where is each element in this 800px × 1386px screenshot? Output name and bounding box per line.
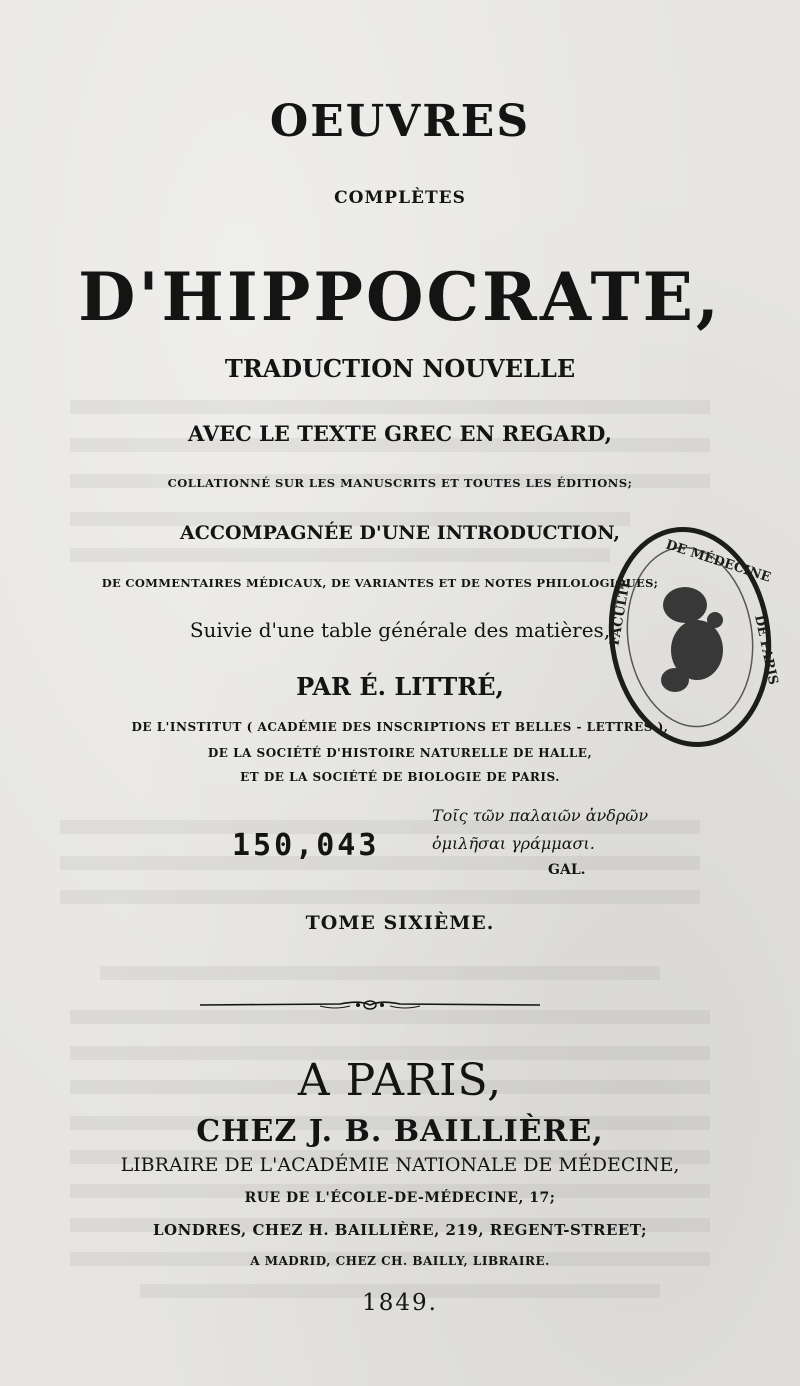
subtitle-texte-grec: AVEC LE TEXTE GREC EN REGARD, xyxy=(188,421,612,446)
subtitle-introduction: ACCOMPAGNÉE D'UNE INTRODUCTION, xyxy=(180,522,620,544)
imprint-address: RUE DE L'ÉCOLE-DE-MÉDECINE, 17; xyxy=(244,1190,556,1206)
epigraph-line-2: ὁμιλῆσαι γράμμασι. xyxy=(432,834,595,853)
subtitle-collationne: COLLATIONNÉ SUR LES MANUSCRITS ET TOUTES LES ÉDITIONS; xyxy=(167,476,633,490)
library-stamp xyxy=(605,520,781,755)
author-affiliation-1: DE L'INSTITUT ( ACADÉMIE DES INSCRIPTIONS ET BELLES - LETTRES ), xyxy=(131,720,669,734)
title-oeuvres: OEUVRES xyxy=(269,96,531,147)
author-affiliation-2: DE LA SOCIÉTÉ D'HISTOIRE NATURELLE DE HALLE, xyxy=(207,746,593,760)
author-affiliation-3: ET DE LA SOCIÉTÉ DE BIOLOGIE DE PARIS. xyxy=(240,770,560,784)
svg-text:FACULTÉ: FACULTÉ xyxy=(607,577,635,647)
imprint-city: A PARIS, xyxy=(297,1055,503,1106)
subtitle-traduction: TRADUCTION NOUVELLE xyxy=(224,354,576,383)
imprint-madrid: A MADRID, CHEZ CH. BAILLY, LIBRAIRE. xyxy=(250,1254,550,1268)
ornamental-rule xyxy=(200,997,540,1011)
subtitle-suivie: Suivie d'une table générale des matières, xyxy=(189,618,611,642)
subtitle-commentaires: DE COMMENTAIRES MÉDICAUX, DE VARIANTES ET DE NOTES PHILOLOGIQUES; xyxy=(101,576,659,590)
svg-text:DE PARIS: DE PARIS xyxy=(751,613,781,687)
epigraph-line-1: Τοῖς τῶν παλαιῶν ἀνδρῶν xyxy=(432,806,649,825)
title-completes: COMPLÈTES xyxy=(334,188,466,208)
imprint-year: 1849. xyxy=(362,1290,438,1316)
accession-number: 150,043 xyxy=(232,828,380,863)
svg-text:DE MÉDECINE: DE MÉDECINE xyxy=(663,537,773,586)
title-author-heading: D'HIPPOCRATE, xyxy=(78,258,722,336)
volume-label: TOME SIXIÈME. xyxy=(305,912,495,934)
author-byline: PAR É. LITTRÉ, xyxy=(296,672,504,701)
epigraph-source: GAL. xyxy=(548,862,586,878)
imprint-publisher: CHEZ J. B. BAILLIÈRE, xyxy=(196,1114,604,1149)
imprint-london: LONDRES, CHEZ H. BAILLIÈRE, 219, REGENT-STREET; xyxy=(152,1221,648,1239)
imprint-publisher-role: LIBRAIRE DE L'ACADÉMIE NATIONALE DE MÉDECINE, xyxy=(120,1154,680,1176)
